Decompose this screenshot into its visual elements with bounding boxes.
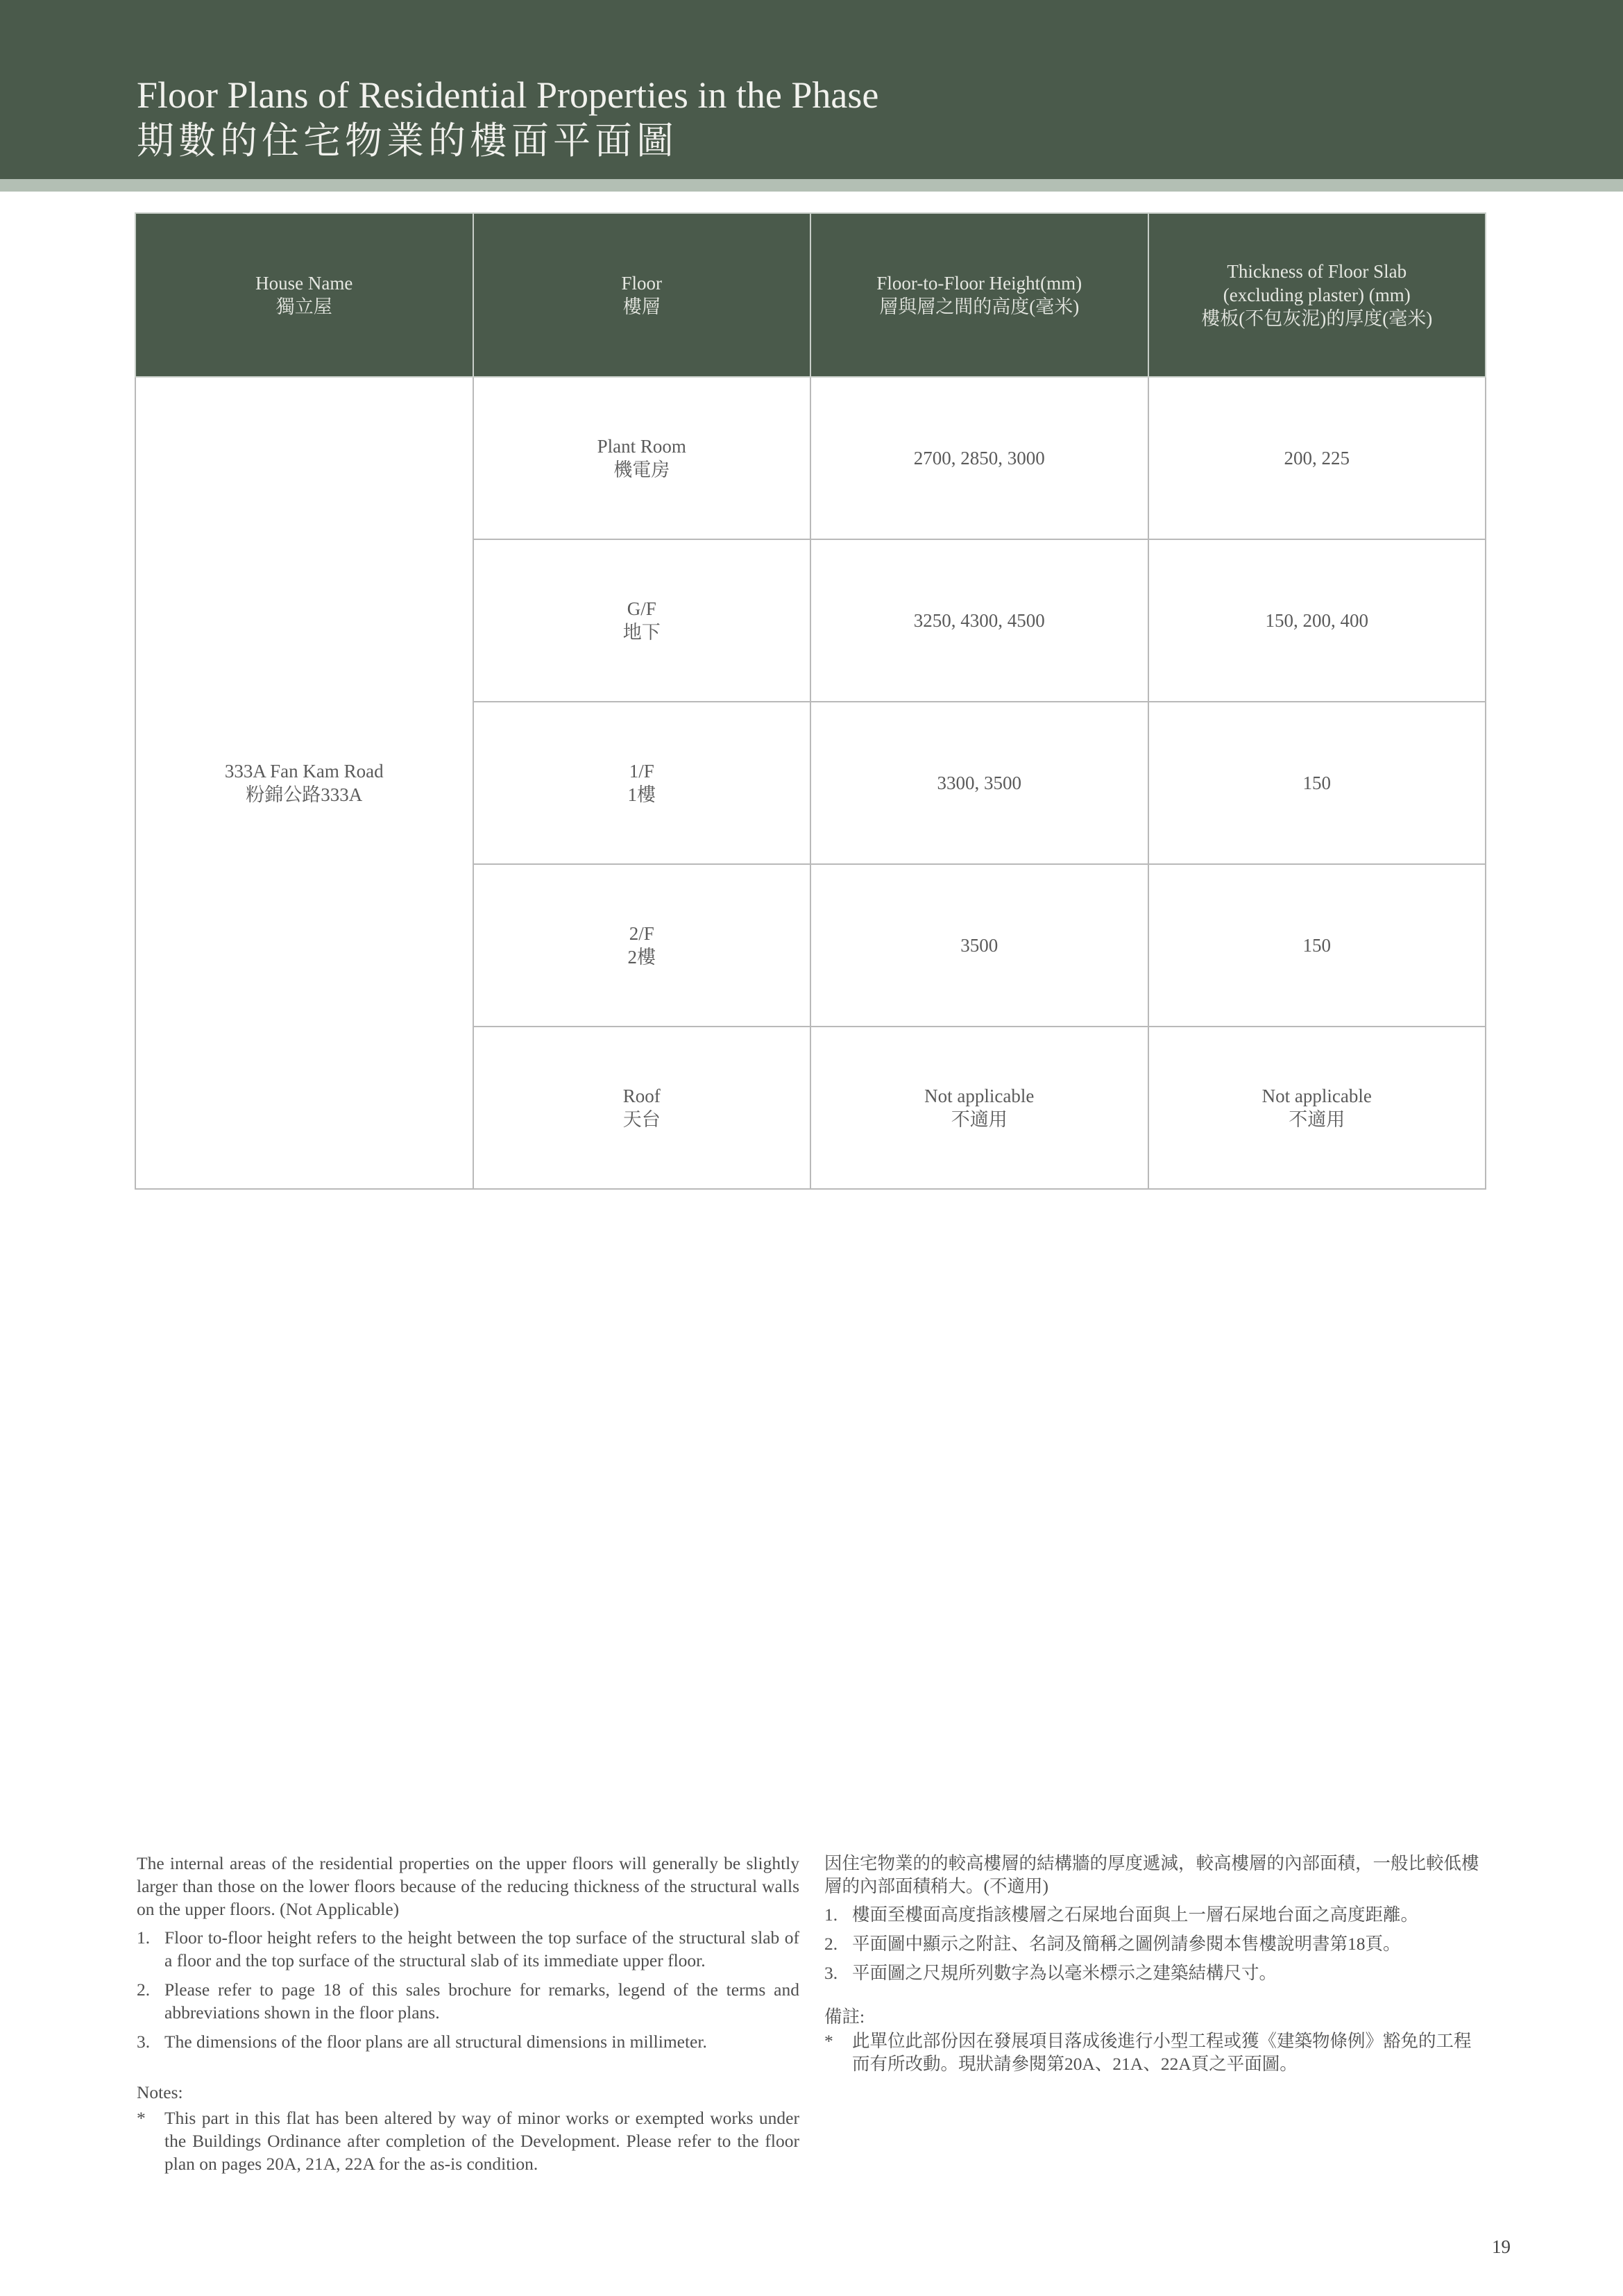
floor-cell: Roof 天台 — [473, 1027, 811, 1189]
table-row — [135, 377, 1486, 539]
list-item: 2. 平面圖中顯示之附註、名詞及簡稱之圖例請參閱本售樓說明書第18頁。 — [824, 1934, 1401, 1954]
header-divider — [0, 179, 1623, 192]
page-number: 19 — [1492, 2236, 1511, 2257]
note-item: * 此單位此部份因在發展項目落成後進行小型工程或獲《建築物條例》豁免的工程而有所改動。現狀請參閱第20A、21A、22A頁之平面圖。 — [824, 2031, 1472, 2074]
notes-english — [137, 1852, 799, 2175]
slab-thickness-cell: 150 — [1148, 864, 1486, 1027]
floor-cell: G/F 地下 — [473, 539, 811, 702]
notes-heading: Notes: — [137, 2082, 183, 2102]
floor-cell: 1/F 1樓 — [473, 702, 811, 864]
list-item: 1. Floor to-floor height refers to the height between the top surface of the structural slab of a floor and the top surface of the structural slab of its immediate upper floor. — [137, 1927, 799, 1970]
floor-height-cell: 3300, 3500 — [810, 702, 1148, 864]
floor-height-cell: 2700, 2850, 3000 — [810, 377, 1148, 539]
floor-height-cell: Not applicable 不適用 — [810, 1027, 1148, 1189]
list-item: 2. Please refer to page 18 of this sales brochure for remarks, legend of the terms and abbreviations shown in the floor plans. — [137, 1980, 799, 2023]
list-item: 1. 樓面至樓面高度指該樓層之石屎地台面與上一層石屎地台面之高度距離。 — [824, 1905, 1419, 1925]
page-title-english: Floor Plans of Residential Properties in the Phase — [137, 74, 879, 116]
column-header-floor: Floor 樓層 — [473, 213, 811, 377]
floor-height-cell: 3500 — [810, 864, 1148, 1027]
asterisk-marker: * — [824, 2031, 833, 2051]
notes-list — [824, 1903, 1487, 1984]
slab-thickness-cell: 150 — [1148, 702, 1486, 864]
notes-intro: The internal areas of the residential properties on the upper floors will generally be slightly larger than those on the lower floors because of the reducing thickness of the structural walls on the upper floors. (Not Applicable) — [137, 1853, 799, 1919]
table-header-row — [135, 213, 1486, 377]
notes-intro: 因住宅物業的的較高樓層的結構牆的厚度遞減，較高樓層的內部面積，一般比較低樓層的內部面積稍大。(不適用) — [824, 1853, 1479, 1896]
floor-cell: Plant Room 機電房 — [473, 377, 811, 539]
asterisk-marker: * — [137, 2108, 146, 2128]
house-name-cell: 333A Fan Kam Road 粉錦公路333A — [135, 377, 473, 1189]
list-item: 3. 平面圖之尺規所列數字為以毫米標示之建築結構尺寸。 — [824, 1963, 1277, 1983]
list-item: 3. The dimensions of the floor plans are all structural dimensions in millimeter. — [137, 2032, 707, 2052]
slab-thickness-cell: Not applicable 不適用 — [1148, 1027, 1486, 1189]
page-title-chinese: 期數的住宅物業的樓面平面圖 — [137, 120, 678, 162]
floor-cell: 2/F 2樓 — [473, 864, 811, 1027]
notes-list — [137, 1926, 799, 2053]
slab-thickness-cell: 200, 225 — [1148, 377, 1486, 539]
floor-height-table — [135, 212, 1486, 1190]
column-header-slab-thickness: Thickness of Floor Slab (excluding plaster) (mm) 樓板(不包灰泥)的厚度(毫米) — [1148, 213, 1486, 377]
floor-height-cell: 3250, 4300, 4500 — [810, 539, 1148, 702]
slab-thickness-cell: 150, 200, 400 — [1148, 539, 1486, 702]
notes-heading: 備註: — [824, 2007, 865, 2027]
note-item: * This part in this flat has been altered by way of minor works or exempted works under the Buildings Ordinance after completion of the Development. Please refer to the floor plan on pages 20A, 21A, 22A for the as-is condition. — [137, 2108, 799, 2174]
column-header-floor-height: Floor-to-Floor Height(mm) 層與層之間的高度(毫米) — [810, 213, 1148, 377]
page-header — [0, 0, 1623, 179]
column-header-house-name: House Name 獨立屋 — [135, 213, 473, 377]
notes-chinese — [824, 1852, 1487, 2075]
